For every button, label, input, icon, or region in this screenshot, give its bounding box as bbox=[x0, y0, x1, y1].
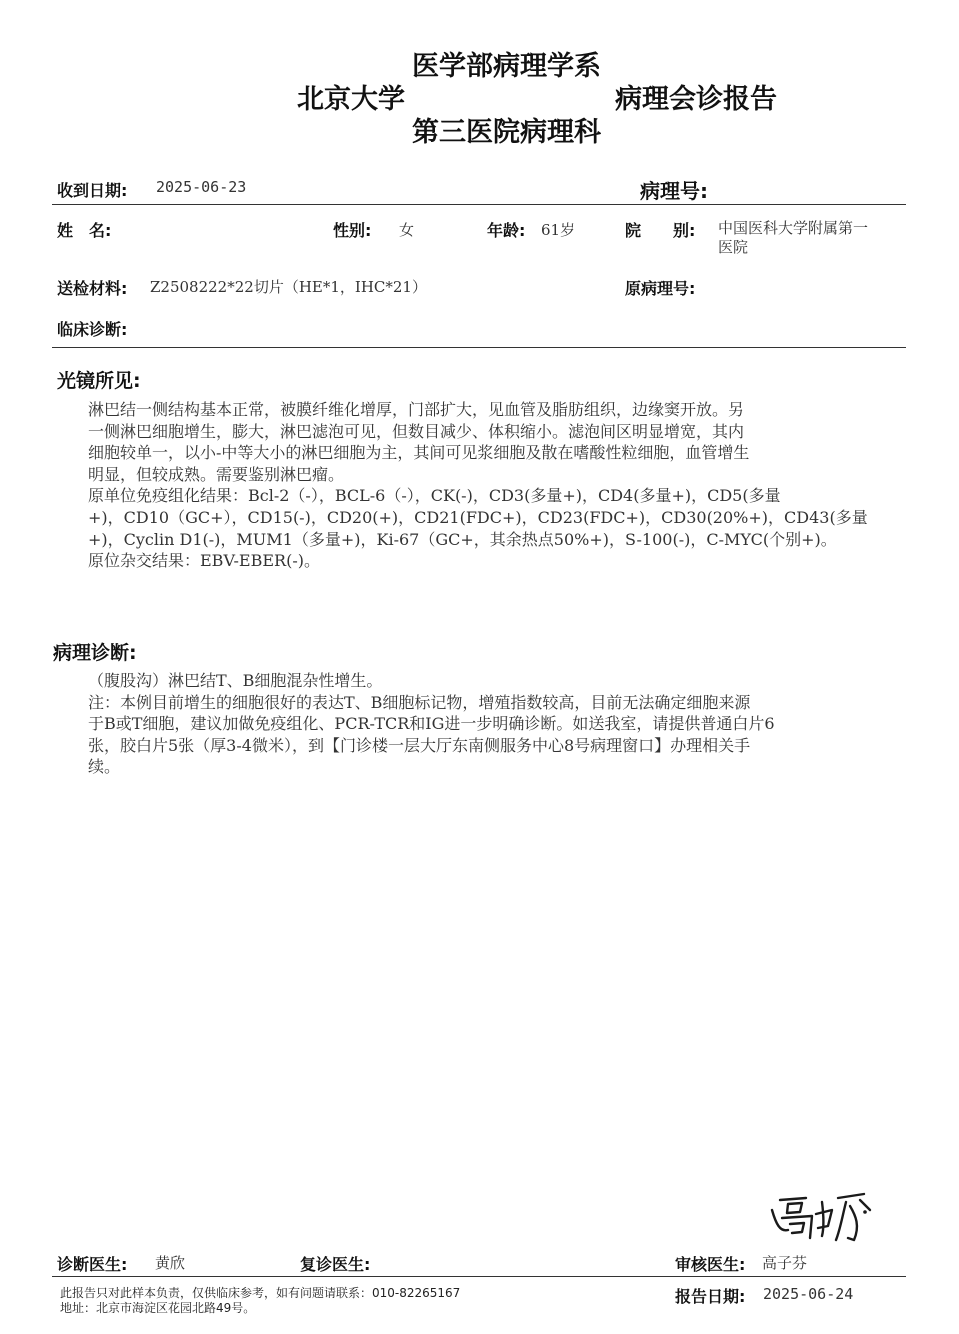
microscopy-text bbox=[88, 399, 868, 572]
microscopy-line: +)，CD10（GC+），CD15(-)，CD20(+)，CD21(FDC+)，CD23(FDC+)，CD30(20%+)，CD43(多量 bbox=[88, 507, 868, 527]
divider-top bbox=[52, 204, 906, 205]
report-title: 病理会诊报告 bbox=[615, 84, 777, 115]
original-no-label: 原病理号: bbox=[625, 279, 696, 298]
gender-label: 性别: bbox=[333, 221, 372, 240]
handwritten-signature bbox=[766, 1188, 876, 1248]
header-dept: 医学部病理学系 bbox=[412, 51, 601, 82]
diagnosis-line: 续。 bbox=[88, 757, 121, 777]
review-doctor-label: 复诊医生: bbox=[300, 1255, 371, 1274]
diagnosing-doctor-value: 黄欣 bbox=[155, 1254, 186, 1272]
gender-value: 女 bbox=[399, 221, 415, 239]
microscopy-line: 原位杂交结果：EBV-EBER(-)。 bbox=[88, 551, 320, 571]
diagnosis-line: 于B或T细胞，建议加做免疫组化、PCR-TCR和IG进一步明确诊断。如送我室，请提供普通白片6 bbox=[88, 714, 775, 734]
microscopy-line: +)，Cyclin D1(-)，MUM1（多量+)，Ki-67（GC+，其余热点50%+)，S-100(-)，C-MYC(个别+)。 bbox=[88, 529, 837, 549]
auditor-value: 高子芬 bbox=[762, 1254, 808, 1272]
hospital-value-line1: 中国医科大学附属第一 bbox=[718, 219, 869, 237]
pathology-no-label: 病理号: bbox=[640, 179, 708, 203]
age-label: 年龄: bbox=[487, 221, 526, 240]
hospital-label: 院 别: bbox=[625, 221, 696, 240]
age-value: 61岁 bbox=[541, 221, 576, 239]
microscopy-line: 明显，但较成熟。需要鉴别淋巴瘤。 bbox=[88, 464, 345, 484]
microscopy-line: 淋巴结一侧结构基本正常，被膜纤维化增厚，门部扩大，见血管及脂肪组织，边缘窦开放。另 bbox=[88, 400, 745, 419]
divider-footer bbox=[52, 1276, 906, 1277]
received-date-value: 2025-06-23 bbox=[156, 178, 247, 196]
header-university: 北京大学 bbox=[297, 84, 405, 115]
header-hospital-dept: 第三医院病理科 bbox=[412, 117, 601, 148]
specimen-value: Z2508222*22切片（HE*1，IHC*21） bbox=[150, 278, 427, 296]
diagnosis-line: 张，胶白片5张（厚3-4微米），到【门诊楼一层大厅东南侧服务中心8号病理窗口】办理相关手 bbox=[88, 735, 751, 755]
diagnosis-line: 注：本例目前增生的细胞很好的表达T、B细胞标记物，增殖指数较高，目前无法确定细胞来源 bbox=[88, 692, 751, 712]
microscopy-line: 一侧淋巴细胞增生，膨大，淋巴滤泡可见，但数目减少、体积缩小。滤泡间区明显增宽，其内 bbox=[88, 421, 745, 441]
name-label: 姓 名: bbox=[57, 221, 112, 240]
diagnosis-line: （腹股沟）淋巴结T、B细胞混杂性增生。 bbox=[88, 671, 383, 690]
microscopy-line: 细胞较单一，以小-中等大小的淋巴细胞为主，其间可见浆细胞及散在嗜酸性粒细胞，血管增生 bbox=[88, 443, 750, 463]
report-date-label: 报告日期: bbox=[675, 1287, 746, 1306]
address-text: 地址：北京市海淀区花园北路49号。 bbox=[60, 1301, 256, 1315]
microscopy-line: 原单位免疫组化结果：Bcl-2（-），BCL-6（-），CK(-)，CD3(多量+)，CD4(多量+)，CD5(多量 bbox=[88, 486, 781, 506]
received-date-label: 收到日期: bbox=[57, 181, 128, 200]
microscopy-title: 光镜所见: bbox=[57, 370, 141, 392]
hospital-value-line2: 医院 bbox=[718, 238, 749, 256]
auditor-label: 审核医生: bbox=[675, 1255, 746, 1274]
disclaimer-text: 此报告只对此样本负责，仅供临床参考，如有问题请联系：010-82265167 bbox=[60, 1286, 461, 1300]
divider-info-bottom bbox=[52, 347, 906, 348]
report-date-value: 2025-06-24 bbox=[763, 1285, 854, 1303]
diagnosing-doctor-label: 诊断医生: bbox=[57, 1255, 128, 1274]
clinical-diagnosis-label: 临床诊断: bbox=[57, 320, 128, 339]
diagnosis-title: 病理诊断: bbox=[53, 642, 137, 664]
specimen-label: 送检材料: bbox=[57, 279, 128, 298]
diagnosis-text bbox=[88, 670, 775, 778]
